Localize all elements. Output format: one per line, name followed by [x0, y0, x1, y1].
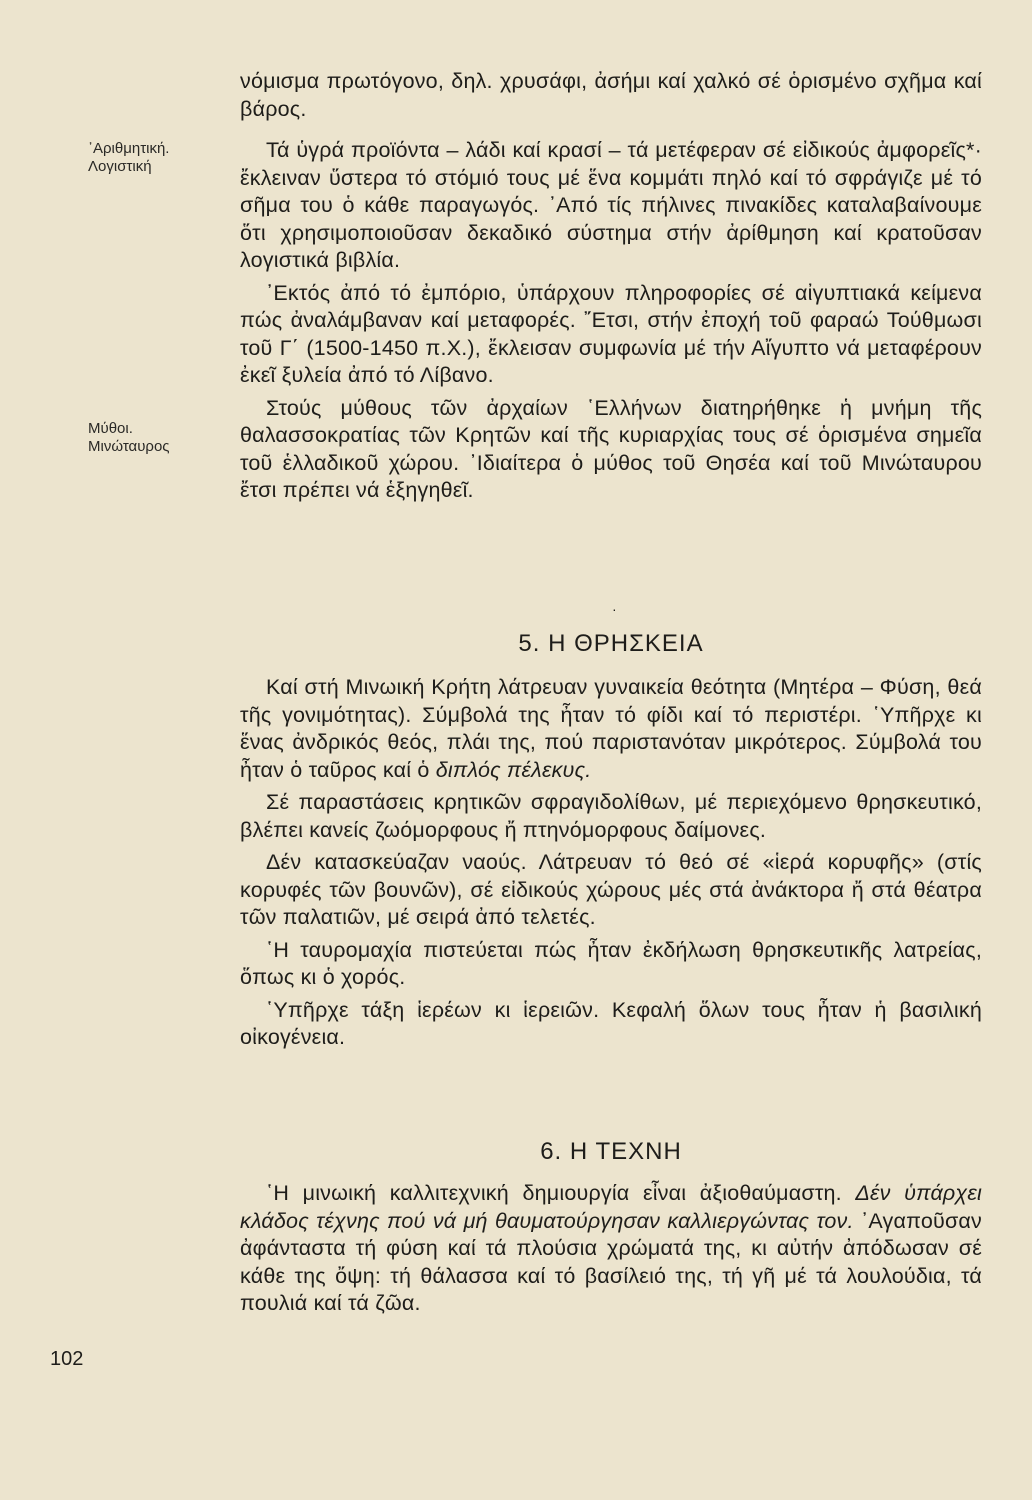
page-number: 102 — [50, 1348, 84, 1370]
paragraph-text: Καί στή Μινωική Κρήτη λάτρευαν γυναικεία θεότητα (Μητέρα – Φύση, θεά τῆς γονιμότητας). Σύμβολά της ἦταν τό φίδι καί τό περιστέρι. ῾Υπῆρχε κι ἕνας ἀνδρικός θεός, πλάι της, πού παριστανόταν μικρότερος. Σύμβολά του ἦταν ὁ ταῦρος καί ὁ — [240, 675, 982, 782]
margin-note-line: Μύθοι. — [88, 420, 133, 437]
paragraph-temples: Δέν κατασκεύαζαν ναούς. Λάτρευαν τό θεό σέ «ἱερά κορυφῆς» (στίς κορυφές τῶν βουνῶν), σέ εἰδικούς χώρους μές στά ἀνάκτορα ἤ στά θέατρα τῶν παλατιῶν, μέ σειρά ἀπό τελετές. — [240, 850, 982, 929]
paragraph-trade: ᾿Εκτός ἀπό τό ἐμπόριο, ὑπάρχουν πληροφορίες σέ αἰγυπτιακά κείμενα πώς ἀναλάμβαναν καί μεταφορές. ῎Ετσι, στήν ἐποχή τοῦ φαραώ Τούθμωσι τοῦ Γ΄ (1500-1450 π.Χ.), ἔκλεισαν συμφωνία μέ τήν Αἴγυπτο νά μεταφέρουν ἐκεῖ ξυλεία ἀπό τό Λίβανο. — [240, 280, 982, 387]
section-heading-art: 6. Η ΤΕΧΝΗ — [540, 1138, 682, 1165]
margin-note-line: ᾿Αριθμητική. — [88, 140, 170, 157]
continuation-paragraph: νόμισμα πρωτόγονο, δηλ. χρυσάφι, ἀσήμι καί χαλκό σέ ὁρισμένο σχῆμα καί βάρος. — [240, 69, 982, 121]
italic-text: Δέν ὑπάρχει κλάδος τέχνης πού νά μή θαυματούργησαν καλλιεργώντας τον. — [240, 1181, 982, 1233]
paragraph-religion-deities — [240, 674, 982, 784]
paragraph-text: ῾Η μινωική καλλιτεχνική δημιουργία εἶναι ἀξιοθαύμαστη. — [266, 1181, 856, 1205]
paragraph-myths: Στούς μύθους τῶν ἀρχαίων ῾Ελλήνων διατηρήθηκε ἡ μνήμη τῆς θαλασσοκρατίας τῶν Κρητῶν καί τῆς κυριαρχίας τους σέ ὁρισμένα σημεῖα τοῦ ἑλλαδικοῦ χώρου. ᾿Ιδιαίτερα ὁ μύθος τοῦ Θησέα καί τοῦ Μινώταυρου ἔτσι πρέπει νά ἑξηγηθεῖ. — [240, 395, 982, 502]
paragraph-art — [240, 1180, 982, 1318]
paragraph-text: ᾿Αγαποῦσαν ἀφάνταστα τή φύση καί τά πλούσια χρώματά της, κι αὐτήν ἀπόδωσαν σέ κάθε της ὄψη: τή θάλασσα καί τό βασίλειό της, τή γῆ μέ τά λουλούδια, τά πουλιά καί τά ζῶα. — [240, 1208, 982, 1315]
body-text-top — [240, 68, 982, 510]
margin-note-myths — [88, 420, 228, 456]
paragraph-bullfighting: ῾Η ταυρομαχία πιστεύεται πώς ἦταν ἐκδήλωση θρησκευτικῆς λατρείας, ὅπως κι ὁ χορός. — [240, 937, 982, 989]
italic-text: διπλός πέλεκυς. — [435, 757, 592, 782]
margin-note-line: Μινώταυρος — [88, 438, 170, 455]
paragraph-priests: ῾Υπῆρχε τάξη ἱερέων κι ἱερειῶν. Κεφαλή ὅλων τους ἦταν ἡ βασιλική οἰκογένεια. — [240, 997, 982, 1049]
stray-dot: · — [612, 601, 617, 617]
body-text-religion — [240, 674, 982, 1057]
paragraph-seals: Σέ παραστάσεις κρητικῶν σφραγιδολίθων, μέ περιεχόμενο θρησκευτικό, βλέπει κανείς ζωόμορφους ἤ πτηνόμορφους δαίμονες. — [240, 790, 982, 842]
margin-note-line: Λογιστική — [88, 158, 152, 175]
margin-note-arithmetic — [88, 140, 228, 176]
paragraph-liquid-products: Τά ὑγρά προϊόντα – λάδι καί κρασί – τά μετέφεραν σέ εἰδικούς ἀμφορεῖς*· ἔκλειναν ὕστερα τό στόμιό τους μέ ἕνα κομμάτι πηλό καί τό σφράγιζε μέ τό σῆμα του ὁ κάθε παραγωγός. ᾿Από τίς πήλινες πινακίδες καταλαβαίνουμε ὅτι χρησιμοποιοῦσαν δεκαδικό σύστημα στήν ἀρίθμηση καί κρατοῦσαν λογιστικά βιβλία. — [240, 138, 982, 272]
body-text-art — [240, 1180, 982, 1323]
section-heading-religion: 5. Η ΘΡΗΣΚΕΙΑ — [518, 630, 704, 657]
